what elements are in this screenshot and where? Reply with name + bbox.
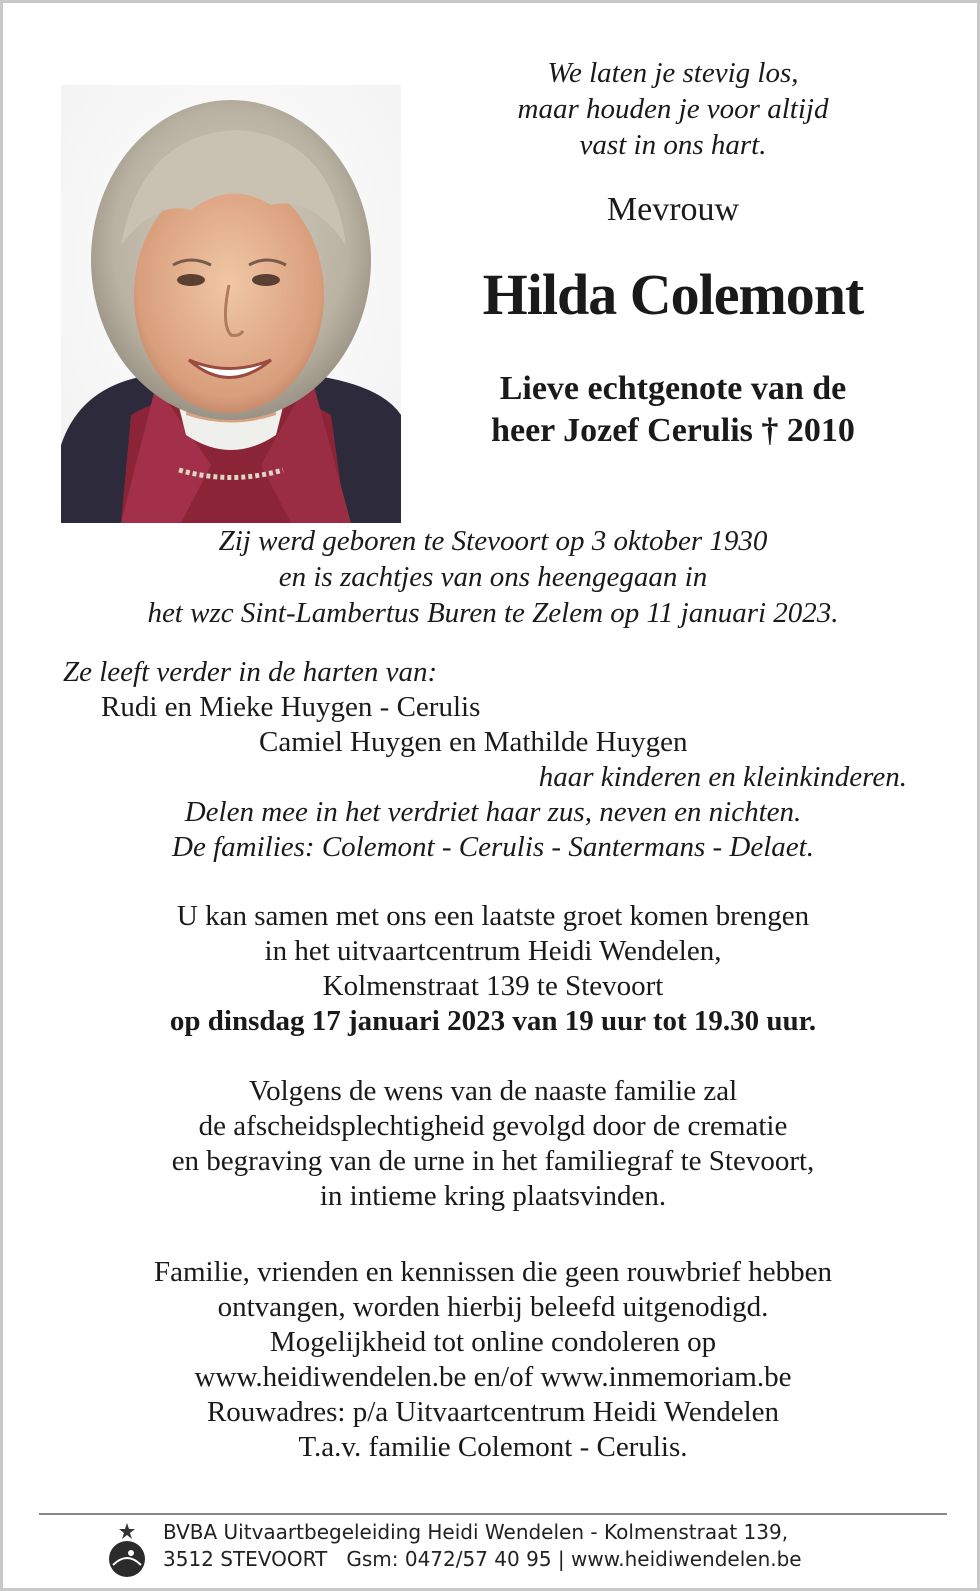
spouse-line: heer Jozef Cerulis † 2010 bbox=[491, 412, 855, 449]
footer-contact: 3512 STEVOORT Gsm: 0472/57 40 95 | www.heidiwendelen.be bbox=[163, 1547, 802, 1571]
ceremony-line: in intieme kring plaatsvinden. bbox=[319, 1180, 667, 1212]
invite-line: Familie, vrienden en kennissen die geen rouwbrief hebben bbox=[153, 1256, 833, 1288]
birth-line: het wzc Sint-Lambertus Buren te Zelem op 11 januari 2023. bbox=[147, 597, 839, 629]
birth-death-info bbox=[43, 523, 943, 631]
family-share: Delen mee in het verdriet haar zus, neven en nichten. bbox=[184, 796, 802, 828]
family-grandchildren: Camiel Huygen en Mathilde Huygen bbox=[259, 726, 688, 758]
memorial-quote bbox=[473, 55, 873, 163]
family-names: De families: Colemont - Cerulis - Santermans - Delaet. bbox=[172, 831, 814, 863]
farewell-line: U kan samen met ons een laatste groet komen brengen bbox=[176, 900, 810, 932]
family-children: Rudi en Mieke Huygen - Cerulis bbox=[101, 691, 481, 723]
invite-info bbox=[43, 1255, 943, 1465]
spouse-line: Lieve echtgenote van de bbox=[499, 370, 847, 407]
farewell-datetime: op dinsdag 17 januari 2023 van 19 uur tot 19.30 uur. bbox=[169, 1005, 817, 1037]
honorific: Mevrouw bbox=[606, 191, 740, 228]
quote-line: maar houden je voor altijd bbox=[517, 93, 829, 125]
invite-urls: www.heidiwendelen.be en/of www.inmemoriam.be bbox=[194, 1361, 792, 1393]
ceremony-line: de afscheidsplechtigheid gevolgd door de crematie bbox=[198, 1110, 788, 1142]
portrait-image bbox=[61, 85, 401, 523]
birth-line: Zij werd geboren te Stevoort op 3 oktober 1930 bbox=[218, 525, 768, 557]
funeral-home-logo-icon bbox=[103, 1521, 151, 1579]
spouse-info bbox=[433, 368, 913, 452]
invite-line: Mogelijkheid tot online condoleren op bbox=[269, 1326, 717, 1358]
invite-line: Rouwadres: p/a Uitvaartcentrum Heidi Wendelen bbox=[206, 1396, 780, 1428]
ceremony-line: en begraving van de urne in het familiegraf te Stevoort, bbox=[171, 1145, 815, 1177]
family-relation: haar kinderen en kleinkinderen. bbox=[538, 761, 907, 793]
farewell-line: in het uitvaartcentrum Heidi Wendelen, bbox=[264, 935, 722, 967]
ceremony-info bbox=[43, 1074, 943, 1214]
invite-line: ontvangen, worden hierbij beleefd uitgenodigd. bbox=[217, 1291, 769, 1323]
deceased-name: Hilda Colemont bbox=[482, 262, 864, 327]
quote-line: vast in ons hart. bbox=[579, 129, 767, 161]
portrait-photo bbox=[61, 85, 401, 523]
family-intro: Ze leeft verder in de harten van: bbox=[63, 656, 438, 688]
birth-line: en is zachtjes van ons heengegaan in bbox=[278, 561, 708, 593]
footer-info bbox=[163, 1519, 923, 1573]
quote-line: We laten je stevig los, bbox=[547, 57, 799, 89]
farewell-info bbox=[43, 899, 943, 1039]
ceremony-line: Volgens de wens van de naaste familie zal bbox=[248, 1075, 738, 1107]
footer-divider bbox=[39, 1513, 947, 1515]
footer-line: BVBA Uitvaartbegeleiding Heidi Wendelen - Kolmenstraat 139, bbox=[163, 1520, 789, 1544]
invite-line: T.a.v. familie Colemont - Cerulis. bbox=[298, 1431, 688, 1463]
farewell-line: Kolmenstraat 139 te Stevoort bbox=[322, 970, 664, 1002]
